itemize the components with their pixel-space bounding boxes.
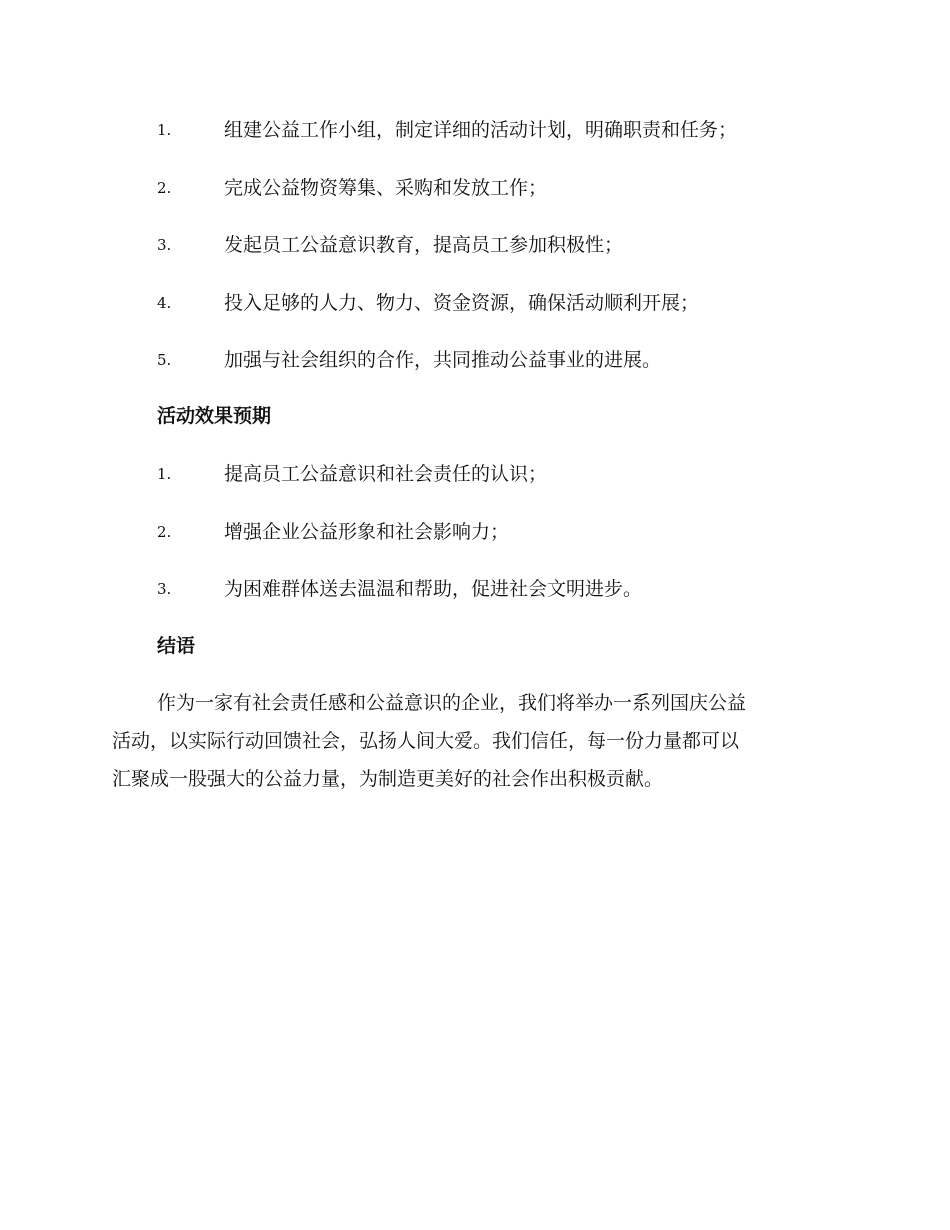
- list-item-number: 5.: [157, 351, 172, 369]
- list-item-text: 组建公益工作小组，制定详细的活动计划，明确职责和任务；: [224, 119, 738, 141]
- list-item-text: 完成公益物资筹集、采购和发放工作；: [224, 176, 548, 199]
- list-item-number: 1.: [157, 121, 172, 139]
- paragraph-line: 汇聚成一股强大的公益力量，为制造更美好的社会作出积极贡献。: [112, 768, 664, 790]
- list-item-text: 发起员工公益意识教育，提高员工参加积极性；: [224, 234, 624, 256]
- closing-paragraph: [112, 684, 832, 798]
- list-item-number: 1.: [157, 465, 172, 483]
- list-item-text: 加强与社会组织的合作，共同推动公益事业的进展。: [224, 349, 662, 371]
- list-item-number: 3.: [157, 236, 172, 254]
- list-item-text: 提高员工公益意识和社会责任的认识；: [224, 463, 548, 485]
- paragraph-line: 作为一家有社会责任感和公益意识的企业，我们将举办一系列国庆公益: [157, 692, 747, 714]
- list-item-number: 4.: [157, 293, 172, 312]
- list-item-number: 2.: [157, 178, 172, 197]
- list-item-text: 投入足够的人力、物力、资金资源，确保活动顺利开展；: [224, 291, 700, 314]
- section-heading-closing: 结语: [157, 635, 196, 657]
- list-item-number: 2.: [157, 522, 172, 541]
- list-item-text: 为困难群体送去温温和帮助，促进社会文明进步。: [224, 578, 643, 600]
- list-item-text: 增强企业公益形象和社会影响力；: [224, 520, 510, 543]
- paragraph-line: 活动，以实际行动回馈社会，弘扬人间大爱。我们信任，每一份力量都可以: [112, 730, 740, 752]
- section-heading-effects: 活动效果预期: [157, 405, 272, 427]
- list-item-number: 3.: [157, 580, 172, 598]
